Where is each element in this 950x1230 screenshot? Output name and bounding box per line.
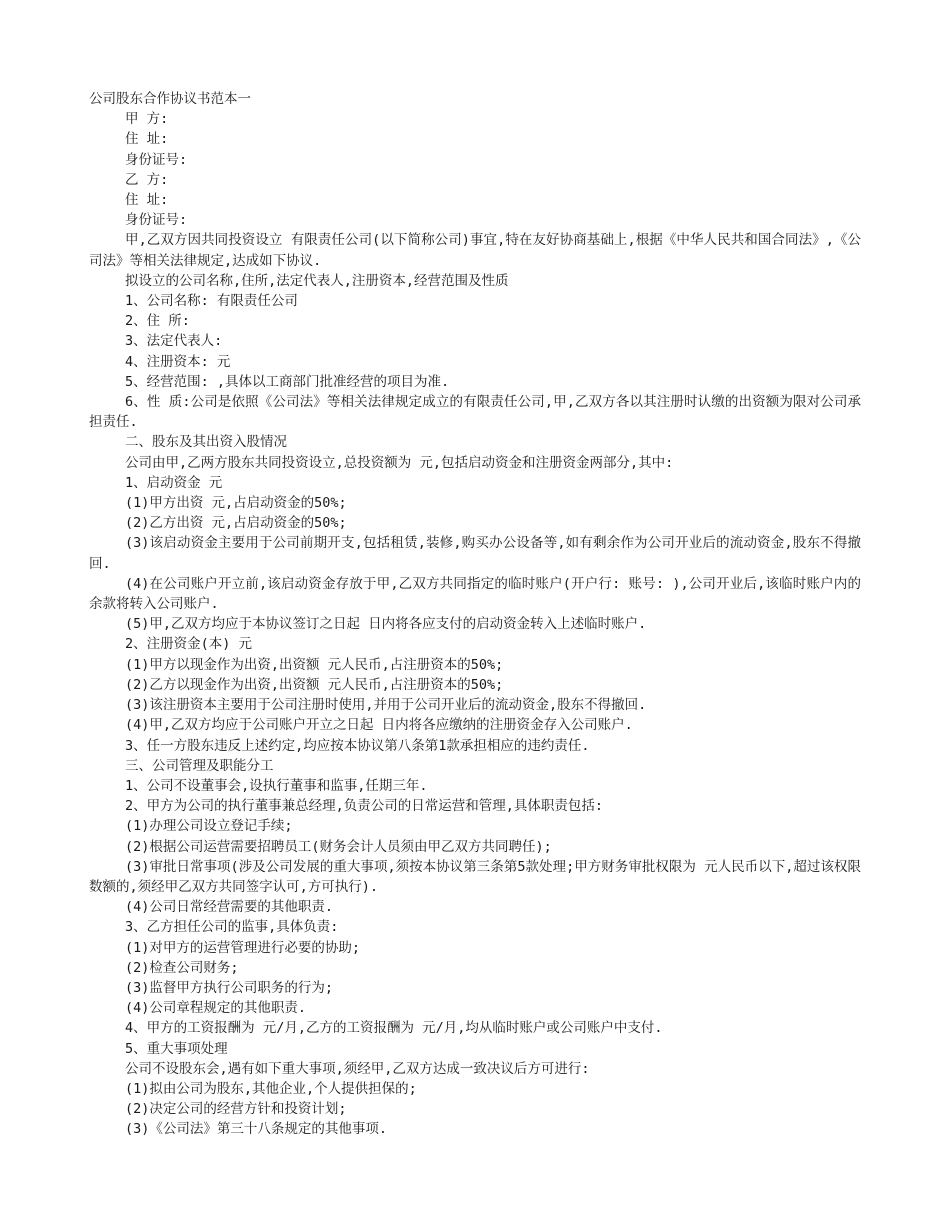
- text-line: (3)该注册资本主要用于公司注册时使用,并用于公司开业后的流动资金,股东不得撤回.: [125, 697, 647, 714]
- text-line: 公司由甲,乙两方股东共同投资设立,总投资额为 元,包括启动资金和注册资金两部分,其中:: [125, 454, 674, 471]
- document-body: [89, 109, 861, 1139]
- text-line: 2、注册资金(本) 元: [125, 636, 253, 653]
- text-line: (2)根据公司运营需要招聘员工(财务会计人员须由甲乙双方共同聘任);: [125, 838, 552, 855]
- text-line: 2、住 所:: [125, 313, 190, 330]
- paragraph: 甲,乙双方因共同投资设立 有限责任公司(以下简称公司)事宜,特在友好协商基础上,根据《中华人民共和国合同法》,《公司法》等相关法律规定,达成如下协议.: [89, 232, 861, 269]
- text-line: 3、任一方股东违反上述约定,均应按本协议第八条第1款承担相应的违约责任.: [125, 737, 590, 754]
- text-line: (1)对甲方的运营管理进行必要的协助;: [125, 939, 361, 956]
- text-line: (2)乙方以现金作为出资,出资额 元人民币,占注册资本的50%;: [125, 676, 504, 693]
- text-line: 5、经营范围: ,具体以工商部门批准经营的项目为准.: [125, 373, 450, 390]
- text-line: (2)决定公司的经营方针和投资计划;: [125, 1101, 347, 1118]
- text-line: 1、公司不设董事会,设执行董事和监事,任期三年.: [125, 777, 428, 794]
- text-line: 拟设立的公司名称,住所,法定代表人,注册资本,经营范围及性质: [125, 272, 509, 289]
- text-line: 3、法定代表人:: [125, 333, 223, 350]
- text-line: (3)《公司法》第三十八条规定的其他事项.: [125, 1121, 388, 1138]
- text-line: 三、公司管理及职能分工: [125, 757, 274, 774]
- text-line: 4、甲方的工资报酬为 元/月,乙方的工资报酬为 元/月,均从临时账户或公司账户中支付.: [125, 1020, 663, 1037]
- text-line: 住 址:: [125, 192, 169, 209]
- text-line: (4)甲,乙双方均应于公司账户开立之日起 日内将各应缴纳的注册资金存入公司账户.: [125, 717, 633, 734]
- text-line: (2)乙方出资 元,占启动资金的50%;: [125, 515, 347, 532]
- text-line: (1)甲方以现金作为出资,出资额 元人民币,占注册资本的50%;: [125, 656, 504, 673]
- text-line: (5)甲,乙双方均应于本协议签订之日起 日内将各应支付的启动资金转入上述临时账户.: [125, 616, 647, 633]
- text-line: 4、注册资本: 元: [125, 353, 231, 370]
- text-line: (4)公司日常经营需要的其他职责.: [125, 899, 334, 916]
- text-line: 5、重大事项处理: [125, 1040, 228, 1057]
- text-line: (3)监督甲方执行公司职务的行为;: [125, 979, 334, 996]
- text-line: 乙 方:: [125, 171, 169, 188]
- text-line: (4)公司章程规定的其他职责.: [125, 1000, 307, 1017]
- text-line: 公司不设股东会,遇有如下重大事项,须经甲,乙双方达成一致决议后方可进行:: [125, 1060, 590, 1077]
- text-line: (1)甲方出资 元,占启动资金的50%;: [125, 495, 347, 512]
- text-line: 身份证号:: [125, 212, 188, 229]
- text-line: 2、甲方为公司的执行董事兼总经理,负责公司的日常运营和管理,具体职责包括:: [125, 798, 604, 815]
- paragraph: (3)审批日常事项(涉及公司发展的重大事项,须按本协议第三条第5款处理;甲方财务审批权限为 元人民币以下,超过该权限数额的,须经甲乙双方共同签字认可,方可执行).: [89, 858, 861, 895]
- text-line: 甲 方:: [125, 111, 169, 128]
- text-line: 1、启动资金 元: [125, 474, 223, 491]
- text-line: 1、公司名称: 有限责任公司: [125, 293, 298, 310]
- text-line: (2)检查公司财务;: [125, 959, 239, 976]
- text-line: 身份证号:: [125, 151, 188, 168]
- document-page: [89, 89, 861, 1140]
- text-line: (1)拟由公司为股东,其他企业,个人提供担保的;: [125, 1080, 417, 1097]
- text-line: (1)办理公司设立登记手续;: [125, 818, 293, 835]
- paragraph: 6、性 质:公司是依照《公司法》等相关法律规定成立的有限责任公司,甲,乙双方各以其注册时认缴的出资额为限对公司承担责任.: [89, 394, 861, 431]
- document-title: 公司股东合作协议书范本一: [89, 91, 251, 107]
- paragraph: (4)在公司账户开立前,该启动资金存放于甲,乙双方共同指定的临时账户(开户行: 账号: ),公司开业后,该临时账户内的余款将转入公司账户.: [89, 575, 861, 613]
- text-line: 3、乙方担任公司的监事,具体负责:: [125, 919, 339, 936]
- text-line: 住 址:: [125, 131, 169, 148]
- paragraph: (3)该启动资金主要用于公司前期开支,包括租赁,装修,购买办公设备等,如有剩余作为公司开业后的流动资金,股东不得撤回.: [89, 535, 861, 572]
- text-line: 二、股东及其出资入股情况: [125, 434, 287, 451]
